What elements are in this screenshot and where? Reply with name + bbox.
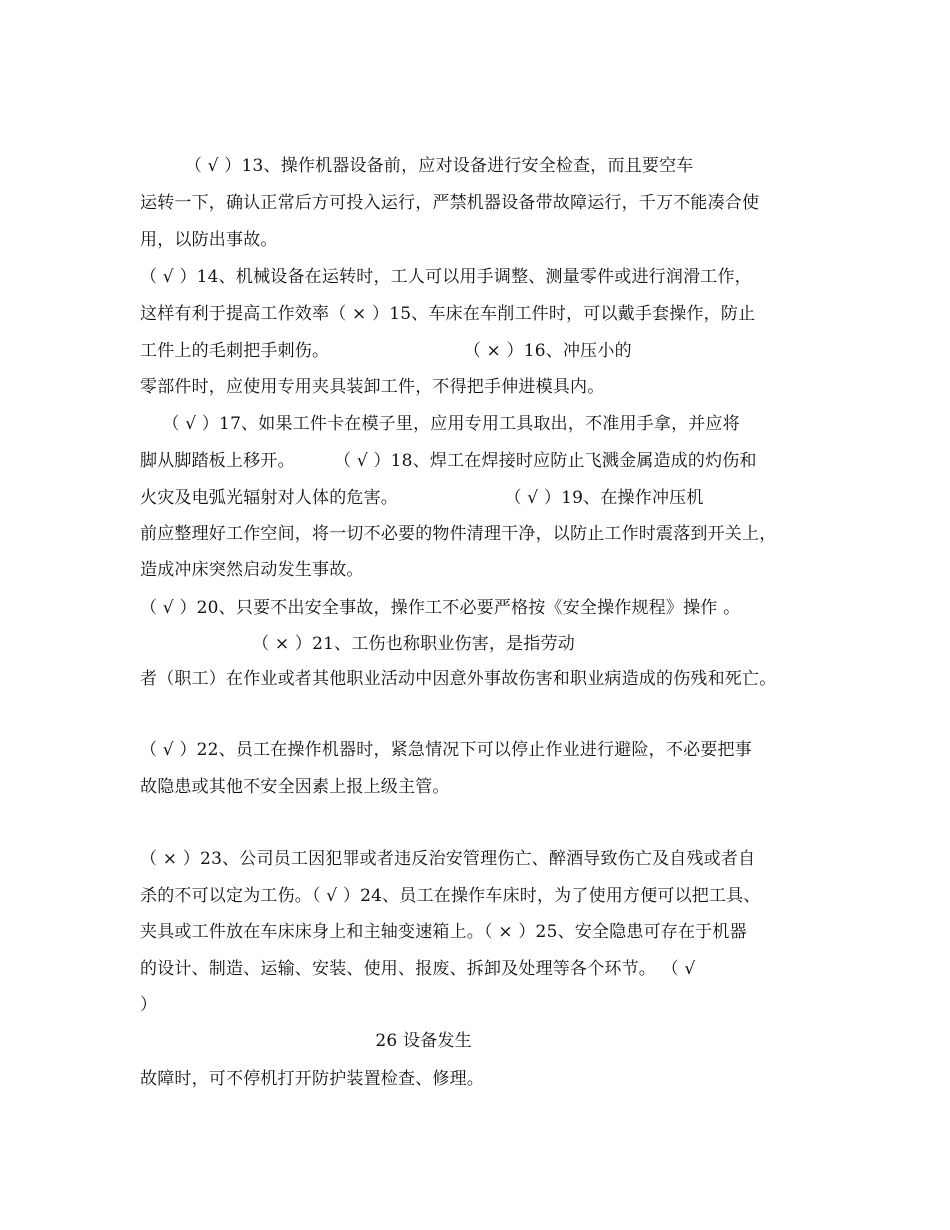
text-line: 夹具或工件放在车床床身上和主轴变速箱上。（ × ）25、安全隐患可存在于机器 bbox=[140, 922, 747, 942]
text-line: 杀的不可以定为工伤。（ √ ）24、员工在操作车床时，为了使用方便可以把工具、 bbox=[140, 886, 761, 906]
text-line: 工件上的毛刺把手刺伤。 （ × ）16、冲压小的 bbox=[140, 341, 632, 361]
text-line: （ × ）23、公司员工因犯罪或者违反治安管理伤亡、醉酒导致伤亡及自残或者自 bbox=[140, 849, 756, 869]
text-line: （ × ）21、工伤也称职业伤害，是指劳动 bbox=[140, 634, 575, 654]
text-line: 运转一下，确认正常后方可投入运行，严禁机器设备带故障运行，千万不能凑合使 bbox=[140, 193, 760, 213]
text-line: （ √ ）14、机械设备在运转时，工人可以用手调整、测量零件或进行润滑工作， bbox=[140, 267, 752, 287]
text-line: 者（职工）在作业或者其他职业活动中因意外事故伤害和职业病造成的伤残和死亡。 bbox=[140, 669, 777, 689]
text-line: 造成冲床突然启动发生事故。 bbox=[140, 560, 364, 580]
text-line: 这样有利于提高工作效率（ × ）15、车床在车削工件时，可以戴手套操作，防止 bbox=[140, 304, 756, 324]
text-line: 脚从脚踏板上移开。 （ √ ）18、焊工在焊接时应防止飞溅金属造成的灼伤和 bbox=[140, 451, 757, 471]
text-line: （ √ ）20、只要不出安全事故，操作工不必要严格按《安全操作规程》操作 。 bbox=[140, 598, 741, 618]
text-line: 的设计、制造、运输、安装、使用、报废、拆卸及处理等各个环节。 （ √ bbox=[140, 959, 696, 979]
text-line: 26 设备发生 bbox=[140, 1031, 472, 1051]
text-line: 火灾及电弧光辐射对人体的危害。 （ √ ）19、在操作冲压机 bbox=[140, 488, 704, 508]
text-line: 故障时，可不停机打开防护装置检查、修理。 bbox=[140, 1069, 484, 1089]
text-line: （ √ ）22、员工在操作机器时，紧急情况下可以停止作业进行避险，不必要把事 bbox=[140, 740, 752, 760]
text-line: 故隐患或其他不安全因素上报上级主管。 bbox=[140, 777, 450, 797]
text-line: （ √ ）17、如果工件卡在模子里，应用专用工具取出，不准用手拿，并应将 bbox=[140, 414, 740, 434]
text-line: 零部件时，应使用专用夹具装卸工件，不得把手伸进模具内。 bbox=[140, 377, 605, 397]
text-line: 用，以防出事故。 bbox=[140, 230, 278, 250]
text-line: ） bbox=[140, 995, 158, 1015]
text-line: 前应整理好工作空间，将一切不必要的物件清理干净，以防止工作时震落到开关上， bbox=[140, 524, 777, 544]
text-line: （ √ ）13、操作机器设备前，应对设备进行安全检查，而且要空车 bbox=[140, 156, 694, 176]
